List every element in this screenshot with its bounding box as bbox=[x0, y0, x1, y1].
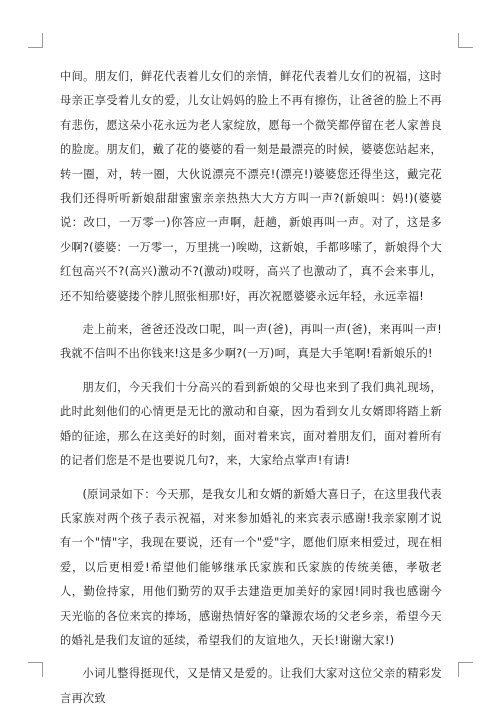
paragraph-father-address: 走上前来，爸爸还没改口呢，叫一声(爸)，再叫一声(爸)，来再叫一声!我就不信叫不出你钱来!这是多少啊?(一万)呵，真是大手笔啊!看新娘乐的! bbox=[60, 323, 442, 361]
paragraph-flower-ceremony: 中间。朋友们，鲜花代表着儿女们的亲情，鲜花代表着儿女们的祝福，这时母亲正享受着儿女的爱，儿女让妈妈的脸上不再有擦伤，让爸爸的脸上不再有悲伤，愿这朵小花永远为老人家绽放，愿每一个微笑都停留在老人家善良的脸庞。朋友们，戴了花的婆婆的看一刻是最漂亮的时候，婆婆您站起来，转一圈，对，转一圈，大伙说漂亮不漂亮!(漂亮!)婆婆您还得坐这，戴完花我们还得听听新娘甜甜蜜蜜亲亲热热大大方方叫一声?(新娘叫：妈!)(婆婆说：改口，一万零一)你答应一声啊，赶趟，新娘再叫一声。对了，这是多少啊?(婆婆：一万零一，万里挑一)唉呦，这新娘，手都哆嗦了，新娘得个大红包高兴不?(高兴)激动不?(激动)哎呀，高兴了也激动了，真不会来事儿，还不知给婆婆搂个脖儿照张相那!好，再次祝愿婆婆永远年轻，永远幸福! bbox=[60, 70, 442, 303]
crop-mark-bottom-right bbox=[458, 662, 473, 677]
crop-mark-bottom-left bbox=[28, 662, 43, 677]
paragraph-speech-transcript: (原词录如下：今天那，是我女儿和女婿的新婚大喜日子，在这里我代表氏家族对两个孩子表示祝福，对来参加婚礼的来宾表示感谢!我亲家刚才说有一个"情"字，我现在要说，还有一个"爱"字，愿他们原来相爱过，现在相爱，以后更相爱!希望他们能够继承氏家族和氏家族的传统美德，孝敬老人，勤俭持家，用他们勤劳的双手去建造更加美好的家园!同时我也感谢今天光临的各位来宾的捧场，感谢热情好客的肇源农场的父老乡亲，希望今天的婚礼是我们友谊的延续，希望我们的友谊地久，天长!谢谢大家!) bbox=[60, 487, 442, 647]
document-body bbox=[60, 65, 442, 720]
crop-mark-top-right bbox=[458, 33, 473, 48]
crop-mark-top-left bbox=[28, 33, 43, 48]
paragraph-bride-parents: 朋友们，今天我们十分高兴的看到新娘的父母也来到了我们典礼现场，此时此刻他们的心情更是无比的激动和自豪，因为看到女儿女婿即将踏上新婚的征途，那么在这美好的时刻，面对着来宾，面对着朋友们，面对着所有的记者们您是不是也要说几句?，来，大家给点掌声!有请! bbox=[60, 380, 442, 468]
paragraph-closing: 小词儿整得挺现代，又是情又是爱的。让我们大家对这位父亲的精彩发言再次致 bbox=[60, 667, 442, 705]
